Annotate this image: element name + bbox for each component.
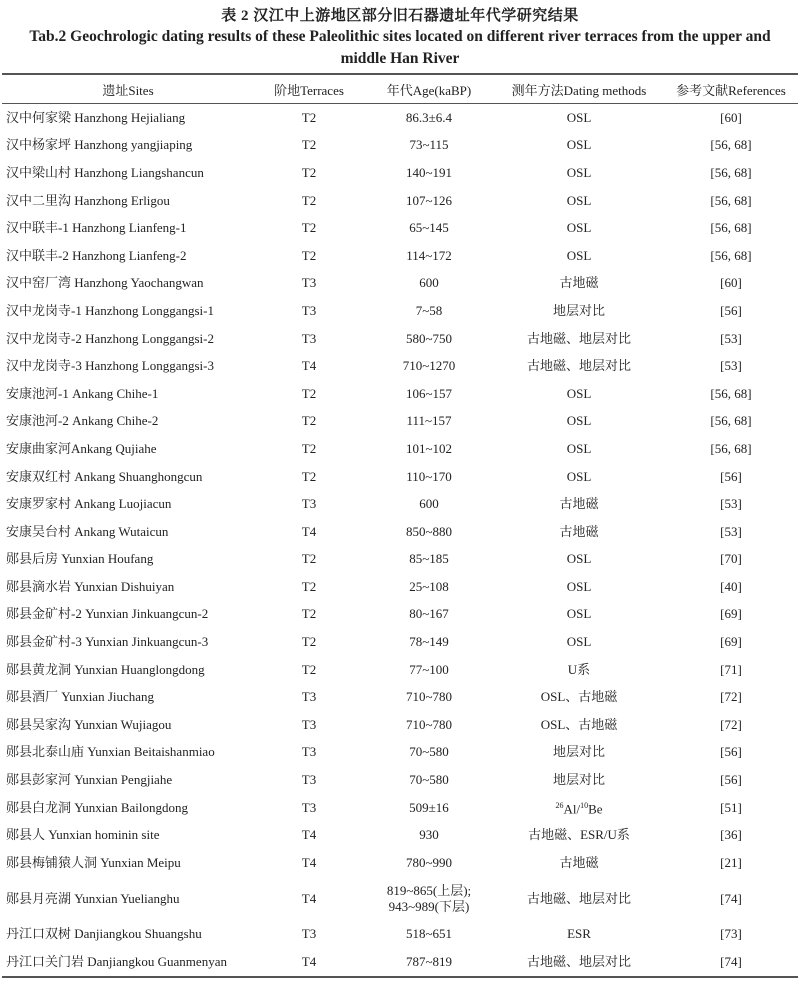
site-cell: 郧县人 Yunxian hominin site — [6, 827, 160, 843]
terrace-cell: T3 — [301, 302, 317, 318]
method-cell: 古地磁 — [559, 523, 599, 539]
method-cell: OSL、古地磁 — [540, 689, 618, 705]
site-cell: 安康池河-2 Ankang Chihe-2 — [6, 413, 159, 429]
method-cell: 古地磁、ESR/U系 — [528, 827, 630, 843]
site-cell: 汉中联丰-1 Hanzhong Lianfeng-1 — [6, 220, 187, 236]
table-row — [2, 297, 798, 325]
table-row — [2, 325, 798, 353]
method-part: Al/ — [563, 801, 581, 817]
table-row — [2, 601, 798, 629]
table-row — [2, 821, 798, 849]
site-cell: 汉中杨家坪 Hanzhong yangjiaping — [6, 137, 193, 153]
reference-cell: [72] — [720, 716, 742, 732]
terrace-cell: T4 — [301, 827, 317, 843]
age-cell: 65~145 — [409, 220, 449, 236]
age-cell: 25~108 — [409, 578, 449, 594]
table-row — [2, 683, 798, 711]
site-cell: 郧县月亮湖 Yunxian Yuelianghu — [6, 890, 180, 906]
site-cell: 汉中窑厂湾 Hanzhong Yaochangwan — [6, 275, 204, 291]
method-cell: OSL — [566, 413, 592, 429]
reference-cell: [71] — [720, 661, 742, 677]
table-row — [2, 518, 798, 546]
method-part: Be — [588, 801, 603, 817]
reference-cell: [70] — [720, 551, 742, 567]
reference-cell: [56] — [720, 468, 742, 484]
age-cell: 710~780 — [405, 716, 453, 732]
terrace-cell: T3 — [301, 772, 317, 788]
reference-cell: [56, 68] — [710, 137, 752, 153]
reference-cell: [74] — [720, 954, 742, 970]
method-cell: OSL — [566, 468, 592, 484]
method-cell: ESR — [567, 926, 591, 942]
age-cell: 518~651 — [405, 926, 453, 942]
site-cell: 郧县吴家沟 Yunxian Wujiagou — [6, 716, 172, 732]
reference-cell: [56, 68] — [710, 440, 752, 456]
age-cell: 114~172 — [406, 247, 452, 263]
method-cell: OSL — [566, 606, 592, 622]
age-cell: 111~157 — [406, 413, 452, 429]
header-age: 年代Age(kaBP) — [386, 82, 472, 98]
terrace-cell: T2 — [301, 606, 317, 622]
age-cell: 787~819 — [405, 954, 453, 970]
age-cell: 73~115 — [409, 137, 449, 153]
header-dating-methods: 测年方法Dating methods — [511, 82, 647, 98]
reference-cell: [56, 68] — [710, 192, 752, 208]
reference-cell: [56, 68] — [710, 164, 752, 180]
site-cell: 郧县梅铺猿人洞 Yunxian Meipu — [6, 854, 181, 870]
method-cell: OSL — [566, 385, 592, 401]
age-cell: 600 — [419, 275, 439, 291]
site-cell: 汉中龙岗寺-3 Hanzhong Longgangsi-3 — [6, 358, 214, 374]
method-cell: OSL — [566, 192, 592, 208]
reference-cell: [36] — [720, 827, 742, 843]
reference-cell: [69] — [720, 606, 742, 622]
site-cell: 郧县金矿村-2 Yunxian Jinkuangcun-2 — [6, 606, 209, 622]
header-row — [2, 74, 798, 104]
terrace-cell: T3 — [301, 330, 317, 346]
method-cell: 地层对比 — [552, 772, 605, 788]
terrace-cell: T2 — [301, 247, 317, 263]
site-cell: 郧县酒厂 Yunxian Jiuchang — [6, 689, 155, 705]
table-caption-cn: 表 2 汉江中上游地区部分旧石器遗址年代学研究结果 — [221, 8, 579, 24]
age-cell: 509±16 — [409, 799, 449, 815]
reference-cell: [69] — [720, 634, 742, 650]
age-cell: 710~780 — [405, 689, 453, 705]
table-row — [2, 159, 798, 187]
method-cell: OSL — [566, 634, 592, 650]
table-row — [2, 104, 798, 132]
age-cell: 107~126 — [405, 192, 453, 208]
terrace-cell: T3 — [301, 744, 317, 760]
terrace-cell: T2 — [301, 468, 317, 484]
table-row — [2, 214, 798, 242]
reference-cell: [53] — [720, 330, 742, 346]
age-line: 819~865(上层); — [386, 882, 472, 898]
method-cell: U系 — [567, 661, 591, 677]
age-cell: 77~100 — [409, 661, 449, 677]
terrace-cell: T2 — [301, 137, 317, 153]
age-cell: 78~149 — [409, 634, 449, 650]
site-cell: 汉中梁山村 Hanzhong Liangshancun — [6, 164, 204, 180]
site-cell: 安康吴台村 Ankang Wutaicun — [6, 523, 169, 539]
terrace-cell: T3 — [301, 926, 317, 942]
terrace-cell: T4 — [301, 523, 317, 539]
site-cell: 安康双红村 Ankang Shuanghongcun — [6, 468, 203, 484]
method-cell: OSL、古地磁 — [540, 716, 618, 732]
terrace-cell: T2 — [301, 413, 317, 429]
method-cell: OSL — [566, 220, 592, 236]
method-cell: 古地磁、地层对比 — [526, 890, 631, 906]
terrace-cell: T3 — [301, 799, 317, 815]
method-cell: 古地磁 — [559, 854, 599, 870]
terrace-cell: T2 — [301, 192, 317, 208]
method-cell: 古地磁、地层对比 — [526, 954, 631, 970]
age-cell: 7~58 — [415, 302, 443, 318]
method-part: 26 — [555, 800, 564, 810]
method-cell: 古地磁、地层对比 — [526, 358, 631, 374]
terrace-cell: T3 — [301, 496, 317, 512]
table-row — [2, 711, 798, 739]
age-cell — [364, 877, 494, 921]
method-cell: OSL — [566, 578, 592, 594]
reference-cell: [56, 68] — [710, 385, 752, 401]
table-row — [2, 739, 798, 767]
site-cell: 郧县白龙洞 Yunxian Bailongdong — [6, 799, 188, 815]
terrace-cell: T2 — [301, 578, 317, 594]
age-cell: 101~102 — [405, 440, 453, 456]
age-cell: 80~167 — [409, 606, 449, 622]
reference-cell: [53] — [720, 523, 742, 539]
reference-cell: [73] — [720, 926, 742, 942]
site-cell: 丹江口关门岩 Danjiangkou Guanmenyan — [6, 954, 227, 970]
table-row — [2, 270, 798, 298]
site-cell: 安康池河-1 Ankang Chihe-1 — [6, 385, 159, 401]
site-cell: 汉中联丰-2 Hanzhong Lianfeng-2 — [6, 247, 187, 263]
method-cell: 地层对比 — [552, 744, 605, 760]
age-cell: 70~580 — [409, 772, 449, 788]
age-cell: 106~157 — [405, 385, 453, 401]
terrace-cell: T4 — [301, 854, 317, 870]
site-cell: 郧县黄龙洞 Yunxian Huanglongdong — [6, 661, 205, 677]
reference-cell: [40] — [720, 578, 742, 594]
method-part: 10 — [580, 800, 589, 810]
terrace-cell: T3 — [301, 716, 317, 732]
reference-cell: [72] — [720, 689, 742, 705]
site-cell: 汉中龙岗寺-2 Hanzhong Longgangsi-2 — [6, 330, 214, 346]
terrace-cell: T3 — [301, 275, 317, 291]
reference-cell: [56] — [720, 744, 742, 760]
table-row — [2, 656, 798, 684]
age-cell: 580~750 — [405, 330, 453, 346]
site-cell: 安康罗家村 Ankang Luojiacun — [6, 496, 172, 512]
method-cell: 古地磁 — [559, 496, 599, 512]
age-cell: 85~185 — [409, 551, 449, 567]
terrace-cell: T2 — [301, 661, 317, 677]
method-cell: 地层对比 — [552, 302, 605, 318]
table-row — [2, 352, 798, 380]
method-cell — [494, 794, 664, 822]
reference-cell: [60] — [720, 275, 742, 291]
table-row — [2, 573, 798, 601]
site-cell: 郧县滴水岩 Yunxian Dishuiyan — [6, 578, 175, 594]
method-cell: OSL — [566, 440, 592, 456]
site-cell: 汉中何家梁 Hanzhong Hejialiang — [6, 109, 186, 125]
method-cell: OSL — [566, 247, 592, 263]
table-caption-en: Tab.2 Geochrologic dating results of these Paleolithic sites located on different river terraces from the upper and middle Han River — [29, 28, 771, 67]
reference-cell: [56] — [720, 302, 742, 318]
table-row — [2, 463, 798, 491]
age-cell: 110~170 — [406, 468, 452, 484]
header-terraces: 阶地Terraces — [274, 82, 344, 98]
reference-cell: [56, 68] — [710, 413, 752, 429]
site-cell: 郧县彭家河 Yunxian Pengjiahe — [6, 772, 173, 788]
terrace-cell: T2 — [301, 634, 317, 650]
table-row — [2, 490, 798, 518]
table-row — [2, 628, 798, 656]
table-row — [2, 132, 798, 160]
header-sites: 遗址Sites — [102, 82, 154, 98]
table-row — [2, 187, 798, 215]
terrace-cell: T2 — [301, 220, 317, 236]
site-cell: 汉中二里沟 Hanzhong Erligou — [6, 192, 170, 208]
terrace-cell: T4 — [301, 954, 317, 970]
table-row — [2, 435, 798, 463]
method-cell: OSL — [566, 551, 592, 567]
table-row — [2, 766, 798, 794]
table-row — [2, 408, 798, 436]
site-cell: 郧县后房 Yunxian Houfang — [6, 551, 154, 567]
table-row — [2, 242, 798, 270]
terrace-cell: T2 — [301, 440, 317, 456]
table-header — [2, 74, 798, 104]
reference-cell: [21] — [720, 854, 742, 870]
table-row — [2, 380, 798, 408]
method-cell: 古地磁、地层对比 — [526, 330, 631, 346]
terrace-cell: T4 — [301, 890, 317, 906]
site-cell: 汉中龙岗寺-1 Hanzhong Longgangsi-1 — [6, 302, 214, 318]
site-cell: 郧县北泰山庙 Yunxian Beitaishanmiao — [6, 744, 215, 760]
age-cell: 850~880 — [405, 523, 453, 539]
age-cell: 86.3±6.4 — [405, 109, 453, 125]
table-row — [2, 546, 798, 574]
table-row — [2, 921, 798, 949]
method-cell: OSL — [566, 164, 592, 180]
reference-cell: [56] — [720, 772, 742, 788]
terrace-cell: T2 — [301, 551, 317, 567]
age-cell: 600 — [419, 496, 439, 512]
age-cell: 780~990 — [405, 854, 453, 870]
reference-cell: [74] — [720, 890, 742, 906]
age-cell: 70~580 — [409, 744, 449, 760]
method-cell: OSL — [566, 137, 592, 153]
table-row — [2, 849, 798, 877]
terrace-cell: T2 — [301, 164, 317, 180]
table-row — [2, 948, 798, 977]
site-cell: 安康曲家河Ankang Qujiahe — [6, 440, 157, 456]
age-cell: 140~191 — [405, 164, 453, 180]
dating-results-table — [2, 73, 798, 978]
age-cell: 930 — [419, 827, 439, 843]
header-references: 参考文献References — [676, 82, 786, 98]
terrace-cell: T4 — [301, 358, 317, 374]
reference-cell: [56, 68] — [710, 220, 752, 236]
reference-cell: [56, 68] — [710, 247, 752, 263]
site-cell: 郧县金矿村-3 Yunxian Jinkuangcun-3 — [6, 634, 209, 650]
site-cell: 丹江口双树 Danjiangkou Shuangshu — [6, 926, 202, 942]
age-line: 943~989(下层) — [388, 898, 470, 914]
age-cell: 710~1270 — [402, 358, 456, 374]
terrace-cell: T2 — [301, 109, 317, 125]
terrace-cell: T2 — [301, 385, 317, 401]
terrace-cell: T3 — [301, 689, 317, 705]
reference-cell: [53] — [720, 358, 742, 374]
method-cell: OSL — [566, 109, 592, 125]
method-cell: 古地磁 — [559, 275, 599, 291]
table-body — [2, 104, 798, 977]
reference-cell: [60] — [720, 109, 742, 125]
reference-cell: [51] — [720, 799, 742, 815]
table-row — [2, 794, 798, 822]
table-row — [2, 877, 798, 921]
reference-cell: [53] — [720, 496, 742, 512]
